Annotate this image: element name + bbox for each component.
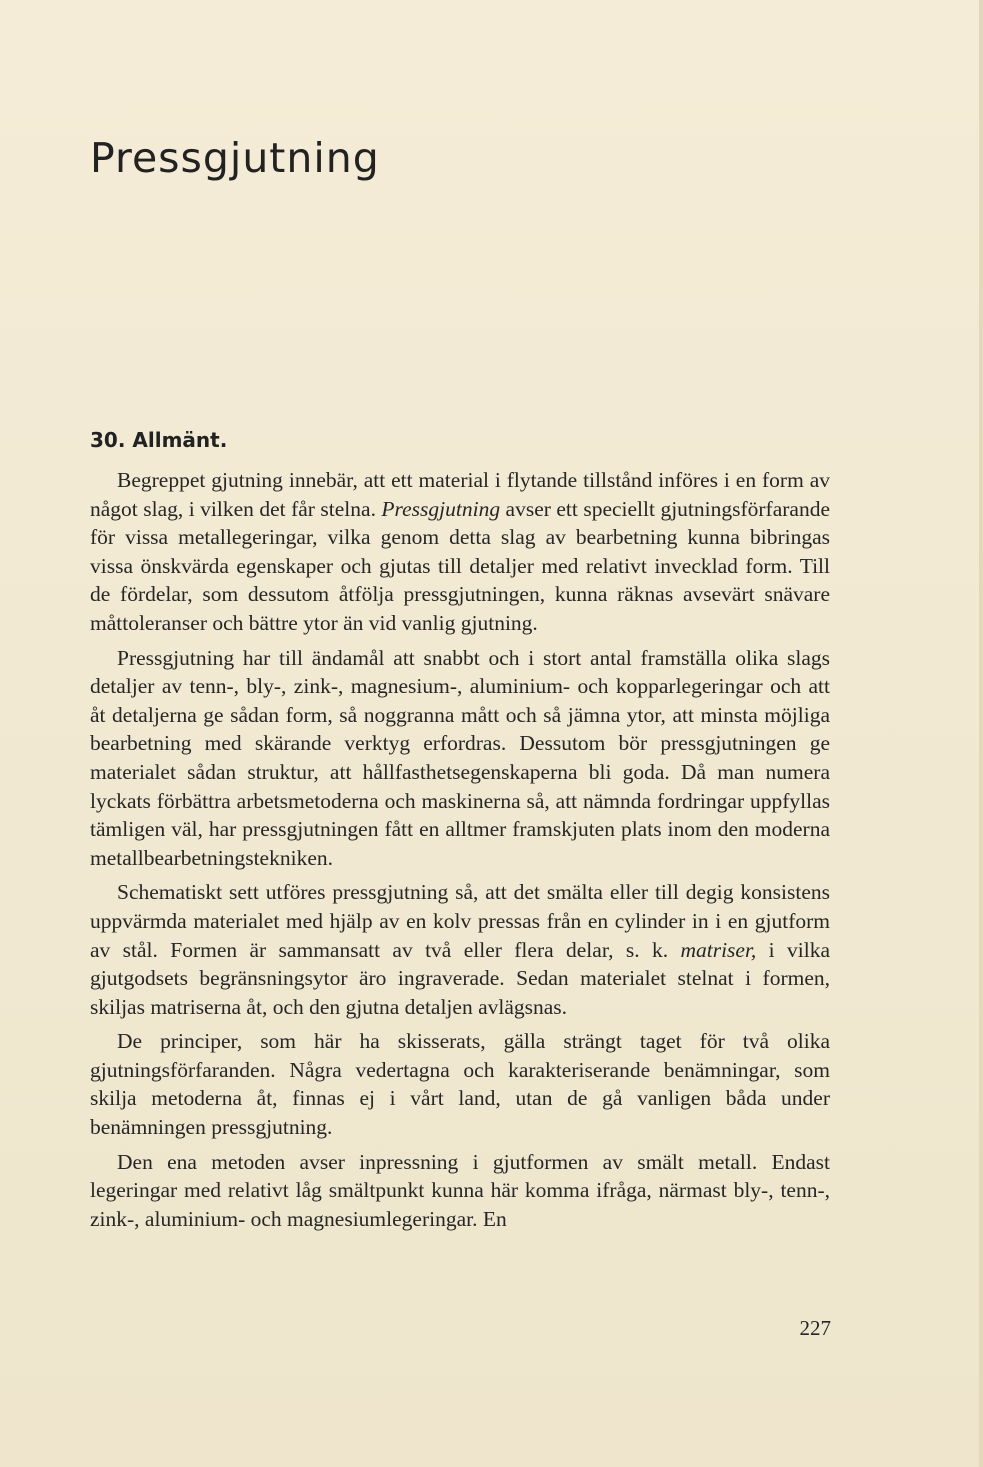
paragraph: Pressgjutning har till ändamål att snabbt och i stort antal framställa olika slags detaljer av tenn-, bly-, zink-, magnesium-, aluminium- och kopparlegeringar och att åt detaljerna ge sådan form, så noggranna mått och så jämna ytor, att minsta möjliga bearbetning med skärande verktyg erfordras. Dessutom bör pressgjutningen ge materialet sådan struktur, att hållfasthetsegenskaperna bli goda. Då man numera lyckats förbättra arbetsmetoderna och maskinerna så, att nämnda fordringar uppfyllas tämligen väl, har pressgjutningen fått en alltmer framskjuten plats inom den moderna metallbearbetningstekniken. <box>90 645 830 870</box>
paragraph-text: avser ett speciellt gjutningsförfarande för vissa metallegeringar, vilka genom detta slag av bearbetning kunna bibringas vissa önskvärda egenskaper och gjutas till detaljer med relativt invecklad form. Till de fördelar, som dessutom åtfölja pressgjutningen, kunna räknas avsevärt snävare måttoleranser och bättre ytor än vid vanlig gjutning. <box>90 496 830 635</box>
paragraph-text: Begreppet gjutning innebär, att ett material i flytande tillstånd införes i en form av något slag, i vilken det får stelna. <box>90 468 830 521</box>
paragraph-text: i vilka gjutgodsets begränsningsytor äro ingraverade. Sedan materialet stelnat i formen, skiljas matriserna åt, och den gjutna detaljen avlägsnas. <box>90 937 831 1019</box>
paragraph <box>90 878 830 1021</box>
body-text <box>90 466 830 1239</box>
emphasized-term: matriser, <box>680 937 757 962</box>
emphasized-term: Pressgjutning <box>381 496 501 521</box>
page-number: 227 <box>799 1316 831 1340</box>
paragraph-text: Schematiskt sett utföres pressgjutning så, att det smälta eller till degig konsistens uppvärmda materialet med hjälp av en kolv pressas från en cylinder in i en gjutform av stål. Formen är sammansatt av två eller flera delar, s. k. <box>90 880 830 962</box>
paragraph: Den ena metoden avser inpressning i gjutformen av smält metall. Endast legeringar med relativt låg smältpunkt kunna här komma ifråga, närmast bly-, tenn-, zink-, aluminium- och magnesiumlegeringar. En <box>90 1149 830 1231</box>
section-heading: 30. Allmänt. <box>90 428 228 452</box>
paragraph <box>90 466 830 638</box>
paragraph: De principer, som här ha skisserats, gälla strängt taget för två olika gjutningsförfaranden. Några vedertagna och karakteriserande benämningar, som skilja metoderna åt, finnas ej i vårt land, utan de gå vanligen båda under benämningen pressgjutning. <box>90 1029 830 1140</box>
chapter-title: Pressgjutning <box>90 134 380 182</box>
page-edge <box>979 0 983 1467</box>
